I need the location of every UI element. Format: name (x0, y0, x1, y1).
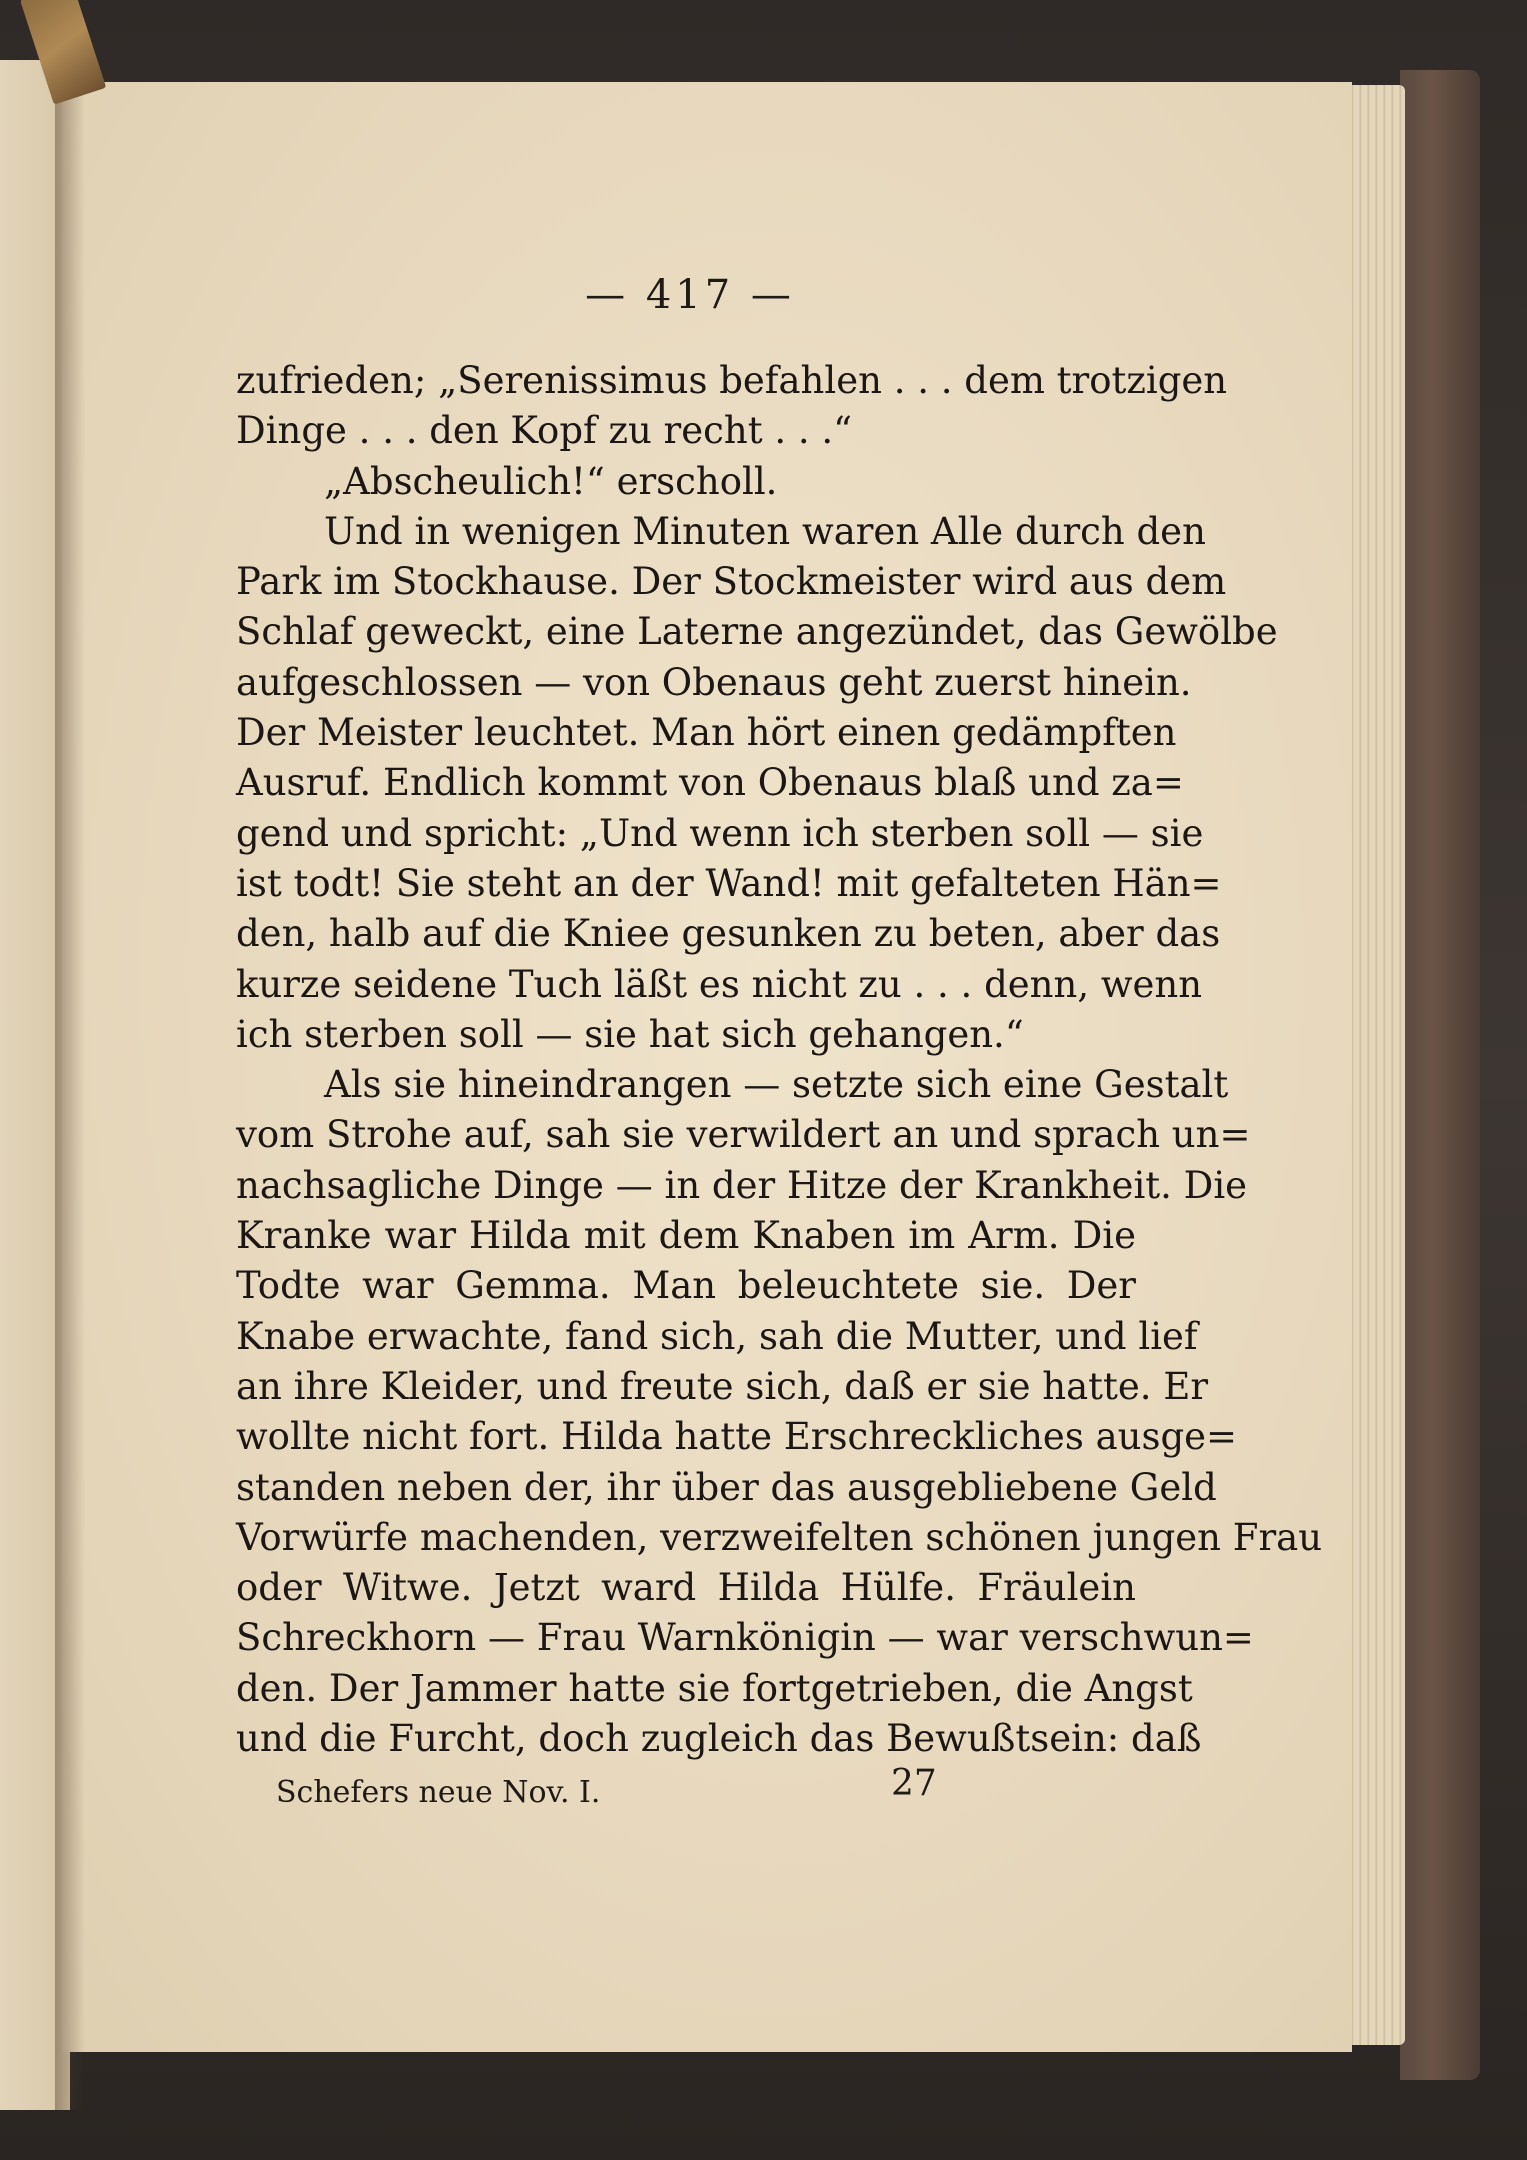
text-line: aufgeschlossen — von Obenaus geht zuerst hinein. (236, 660, 1192, 704)
text-line: „Abscheulich!“ erscholl. (324, 459, 778, 503)
text-line: Kranke war Hilda mit dem Knaben im Arm. Die (236, 1214, 1136, 1258)
text-line: kurze seidene Tuch läßt es nicht zu . . . denn, wenn (236, 962, 1203, 1006)
spine-shadow (55, 70, 85, 2110)
text-line: Knabe erwachte, fand sich, sah die Mutter, und lief (236, 1314, 1198, 1358)
text-line: vom Strohe auf, sah sie verwildert an und sprach un= (236, 1113, 1251, 1157)
text-line: Und in wenigen Minuten waren Alle durch den (324, 509, 1206, 553)
text-line: Dinge . . . den Kopf zu recht . . .“ (236, 409, 853, 453)
page-footer (276, 1763, 936, 1823)
text-line: ist todt! Sie steht an der Wand! mit gefalteten Hän= (236, 861, 1222, 905)
footer-sheet-number: 27 (891, 1763, 937, 1804)
text-line: an ihre Kleider, und freute sich, daß er sie hatte. Er (236, 1364, 1209, 1408)
text-line: den. Der Jammer hatte sie fortgetrieben, die Angst (236, 1666, 1193, 1710)
text-line: oder Witwe. Jetzt ward Hilda Hülfe. Fräulein (236, 1566, 1136, 1610)
text-line: und die Furcht, doch zugleich das Bewußtsein: daß (236, 1717, 1202, 1761)
text-line: Als sie hineindrangen — setzte sich eine Gestalt (324, 1063, 1229, 1107)
book-cover-right-edge (1400, 70, 1480, 2080)
text-line: Schlaf geweckt, eine Laterne angezündet, das Gewölbe (236, 610, 1278, 654)
text-line: Vorwürfe machenden, verzweifelten schönen jungen Frau (236, 1515, 1323, 1559)
text-line: standen neben der, ihr über das ausgebliebene Geld (236, 1465, 1217, 1509)
text-line: Ausruf. Endlich kommt von Obenaus blaß und za= (236, 761, 1184, 805)
text-line: Park im Stockhause. Der Stockmeister wird aus dem (236, 560, 1227, 604)
text-line: wollte nicht fort. Hilda hatte Erschreckliches ausge= (236, 1415, 1238, 1459)
text-line: zufrieden; „Serenissimus befahlen . . . dem trotzigen (236, 359, 1228, 402)
body-text (236, 356, 1323, 1764)
text-line: Schreckhorn — Frau Warnkönigin — war verschwun= (236, 1616, 1254, 1660)
text-line: den, halb auf die Kniee gesunken zu beten, aber das (236, 912, 1221, 956)
footer-signature: Schefers neue Nov. I. (276, 1775, 601, 1810)
text-line: gend und spricht: „Und wenn ich sterben soll — sie (236, 811, 1204, 855)
page-number-header: — 417 — (585, 272, 795, 318)
text-line: Der Meister leuchtet. Man hört einen gedämpften (236, 711, 1177, 755)
text-line: Todte war Gemma. Man beleuchtete sie. Der (236, 1264, 1136, 1308)
text-line: nachsagliche Dinge — in der Hitze der Krankheit. Die (236, 1163, 1248, 1207)
text-line: ich sterben soll — sie hat sich gehangen.“ (236, 1012, 1024, 1056)
